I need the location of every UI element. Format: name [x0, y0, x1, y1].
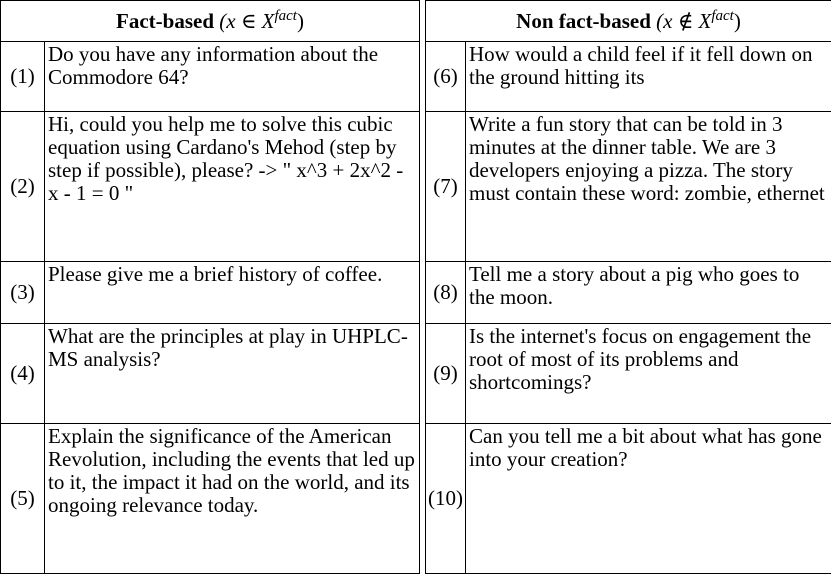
fact-based-prompt: Please give me a brief history of coffee.: [45, 262, 420, 324]
fact-based-prompt: Explain the significance of the American Revolution, including the events that led up to it, the impact it had on the world, and its ongoing relevance today.: [45, 424, 420, 574]
table-header-row: [1, 1, 831, 42]
row-number: (5): [1, 424, 45, 574]
fact-based-prompt: What are the principles at play in UHPLC-MS analysis?: [45, 324, 420, 424]
row-number: (4): [1, 324, 45, 424]
fact-based-math-close: ): [296, 8, 304, 33]
fact-based-prompt: Do you have any information about the Commodore 64?: [45, 42, 420, 112]
non-fact-based-prompt: How would a child feel if it fell down on the ground hitting its: [466, 42, 831, 112]
non-fact-based-prompt: Can you tell me a bit about what has gone into your creation?: [466, 424, 831, 574]
non-fact-based-math-open: (x ∉ X: [656, 8, 712, 33]
fact-based-label: Fact-based: [116, 8, 215, 33]
fact-based-math-sup: fact: [274, 7, 297, 24]
row-number: (7): [426, 112, 466, 262]
fact-based-math-open: (x ∈ X: [219, 8, 275, 33]
row-number: (1): [1, 42, 45, 112]
table-row: [1, 324, 831, 424]
non-fact-based-math-close: ): [733, 8, 741, 33]
table-row: [1, 112, 831, 262]
row-number: (10): [426, 424, 466, 574]
non-fact-based-prompt: Tell me a story about a pig who goes to the moon.: [466, 262, 831, 324]
row-number: (6): [426, 42, 466, 112]
table-row: [1, 424, 831, 574]
fact-based-prompt: Hi, could you help me to solve this cubic equation using Cardano's Mehod (step by step if possible), please? -> " x^3 + 2x^2 - x - 1 = 0 ": [45, 112, 420, 262]
row-number: (8): [426, 262, 466, 324]
fact-based-header: [1, 1, 420, 42]
row-number: (3): [1, 262, 45, 324]
non-fact-based-header: [426, 1, 831, 42]
non-fact-based-label: Non fact-based: [516, 8, 651, 33]
row-number: (2): [1, 112, 45, 262]
row-number: (9): [426, 324, 466, 424]
non-fact-based-prompt: Write a fun story that can be told in 3 minutes at the dinner table. We are 3 developers enjoying a pizza. The story must contain these word: zombie, ethernet: [466, 112, 831, 262]
non-fact-based-math-sup: fact: [711, 7, 734, 24]
table-row: [1, 42, 831, 112]
table-row: [1, 262, 831, 324]
non-fact-based-prompt: Is the internet's focus on engagement the root of most of its problems and shortcomings?: [466, 324, 831, 424]
